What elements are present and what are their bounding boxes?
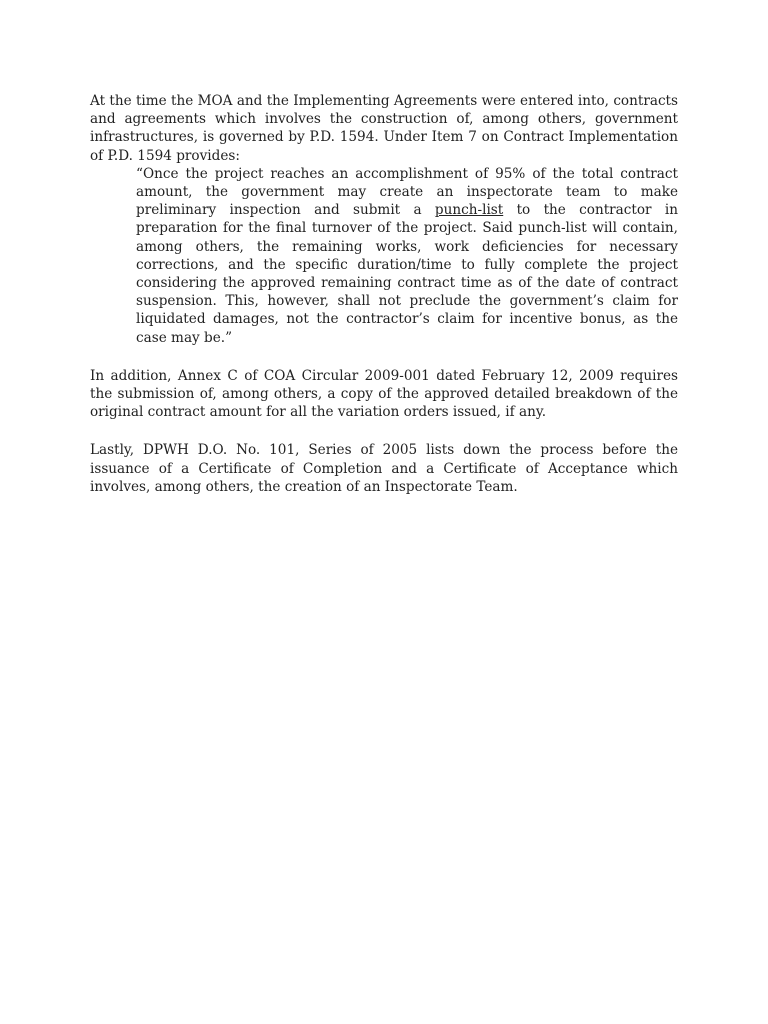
document-body bbox=[90, 92, 678, 516]
quote-text-before: “Once the project reaches an accomplishment of 95% of the total contract amount, the government may create an inspectorate team to make preliminary inspection and submit a bbox=[136, 165, 678, 219]
quoted-provision bbox=[136, 165, 678, 347]
dpwh-paragraph: Lastly, DPWH D.O. No. 101, Series of 2005 lists down the process before the issuance of a Certificate of Completion and a Certificate of Acceptance which involves, among others, the creation of an Inspectorate Team. bbox=[90, 442, 678, 495]
annex-c-paragraph: In addition, Annex C of COA Circular 2009-001 dated February 12, 2009 requires the submission of, among others, a copy of the approved detailed breakdown of the original contract amount for all the variation orders issued, if any. bbox=[90, 367, 678, 421]
intro-paragraph: At the time the MOA and the Implementing Agreements were entered into, contracts and agreements which involves the construction of, among others, government infrastructures, is governed by P.D. 1594. Under Item 7 on Contract Implementation of P.D. 1594 provides: bbox=[90, 93, 678, 164]
punch-list-term: punch-list bbox=[434, 202, 504, 219]
quote-text-after: to the contractor in preparation for the final turnover of the project. Said punch-list will contain, among others, the remaining works, work deficiencies for necessary corrections, and the specific duration/time to fully complete the project considering the approved remaining contract time as of the date of contract suspension. This, however, shall not preclude the government’s claim for liquidated damages, not the contractor’s claim for incentive bonus, as the case may be.” bbox=[136, 202, 678, 346]
